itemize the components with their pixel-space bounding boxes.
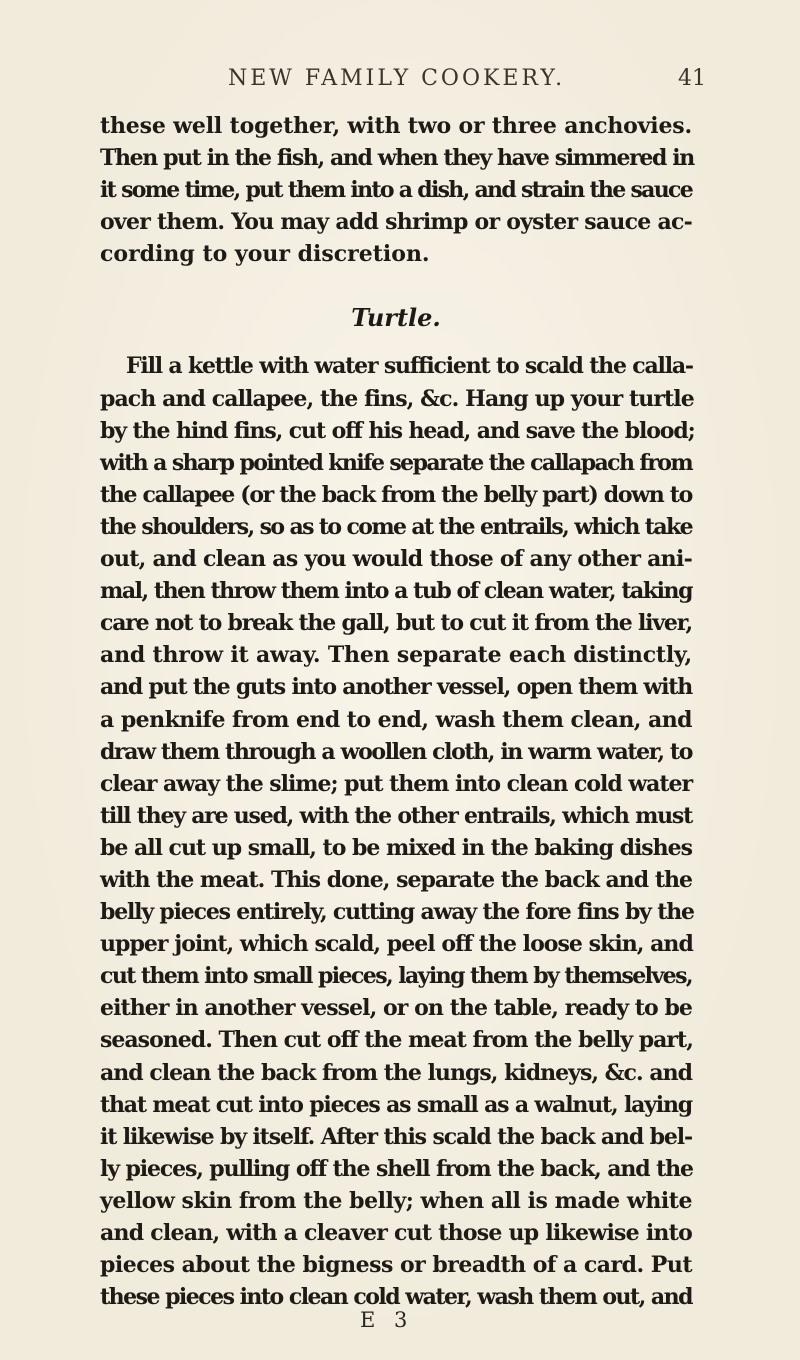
text-line: and throw it away. Then separate each distinctly,	[100, 642, 692, 669]
text-line: over them. You may add shrimp or oyster sauce ac-	[100, 209, 692, 236]
text-line: the callapee (or the back from the belly part) down to	[100, 481, 692, 508]
text-line: it some time, put them into a dish, and strain the sauce	[100, 177, 692, 204]
text-line: be all cut up small, to be mixed in the baking dishes	[100, 834, 692, 861]
text-line: these well together, with two or three anchovies.	[100, 113, 692, 139]
text-line: pach and callapee, the fins, &c. Hang up your turtle	[100, 385, 694, 412]
text-line: and clean, with a cleaver cut those up likewise into	[100, 1220, 692, 1246]
text-line: clear away the slime; put them into clean cold water	[100, 770, 692, 797]
page-number: 41	[678, 66, 706, 91]
text-line: by the hind fins, cut off his head, and save the blood;	[100, 417, 695, 444]
text-line: till they are used, with the other entrails, which must	[100, 802, 693, 829]
running-head	[0, 66, 800, 96]
text-line: a penknife from end to end, wash them clean, and	[100, 706, 692, 733]
running-title: NEW FAMILY COOKERY.	[228, 66, 566, 91]
text-line: and put the guts into another vessel, open them with	[100, 674, 692, 701]
text-line: it likewise by itself. After this scald the back and bel-	[100, 1123, 692, 1150]
text-line: care not to break the gall, but to cut it from the liver,	[100, 610, 692, 637]
text-line: either in another vessel, or on the table, ready to be	[100, 995, 692, 1022]
text-line: pieces about the bigness or breadth of a card. Put	[100, 1252, 692, 1279]
text-line: seasoned. Then cut off the meat from the belly part,	[100, 1027, 693, 1054]
paragraph-anchovies	[100, 110, 692, 270]
signature-mark: E 3	[360, 1308, 414, 1332]
text-line: ly pieces, pulling off the shell from the back, and the	[100, 1155, 693, 1182]
body-text	[100, 110, 695, 1313]
text-line: upper joint, which scald, peel off the loose skin, and	[100, 931, 693, 958]
text-line: and clean the back from the lungs, kidneys, &c. and	[100, 1059, 692, 1086]
text-line: Fill a kettle with water sufficient to scald the calla-	[126, 353, 693, 380]
text-line: belly pieces entirely, cutting away the fore fins by the	[100, 899, 694, 926]
text-line: cording to your discretion.	[100, 241, 430, 268]
text-line: Then put in the fish, and when they have simmered in	[100, 145, 694, 172]
text-line: mal, then throw them into a tub of clean water, taking	[100, 578, 692, 605]
text-line: draw them through a woollen cloth, in warm water, to	[100, 738, 692, 765]
text-line: yellow skin from the belly; when all is made white	[100, 1187, 692, 1214]
section-heading-turtle: Turtle.	[351, 303, 441, 333]
text-line: that meat cut into pieces as small as a walnut, laying	[100, 1091, 692, 1118]
text-line: out, and clean as you would those of any other ani-	[100, 546, 692, 573]
text-line: with the meat. This done, separate the back and the	[100, 866, 692, 893]
text-line: these pieces into clean cold water, wash them out, and	[100, 1284, 692, 1311]
text-line: cut them into small pieces, laying them by themselves,	[100, 963, 692, 990]
text-line: the shoulders, so as to come at the entrails, which take	[100, 513, 692, 540]
text-line: with a sharp pointed knife separate the callapach from	[100, 449, 692, 476]
paragraph-turtle	[100, 350, 695, 1313]
